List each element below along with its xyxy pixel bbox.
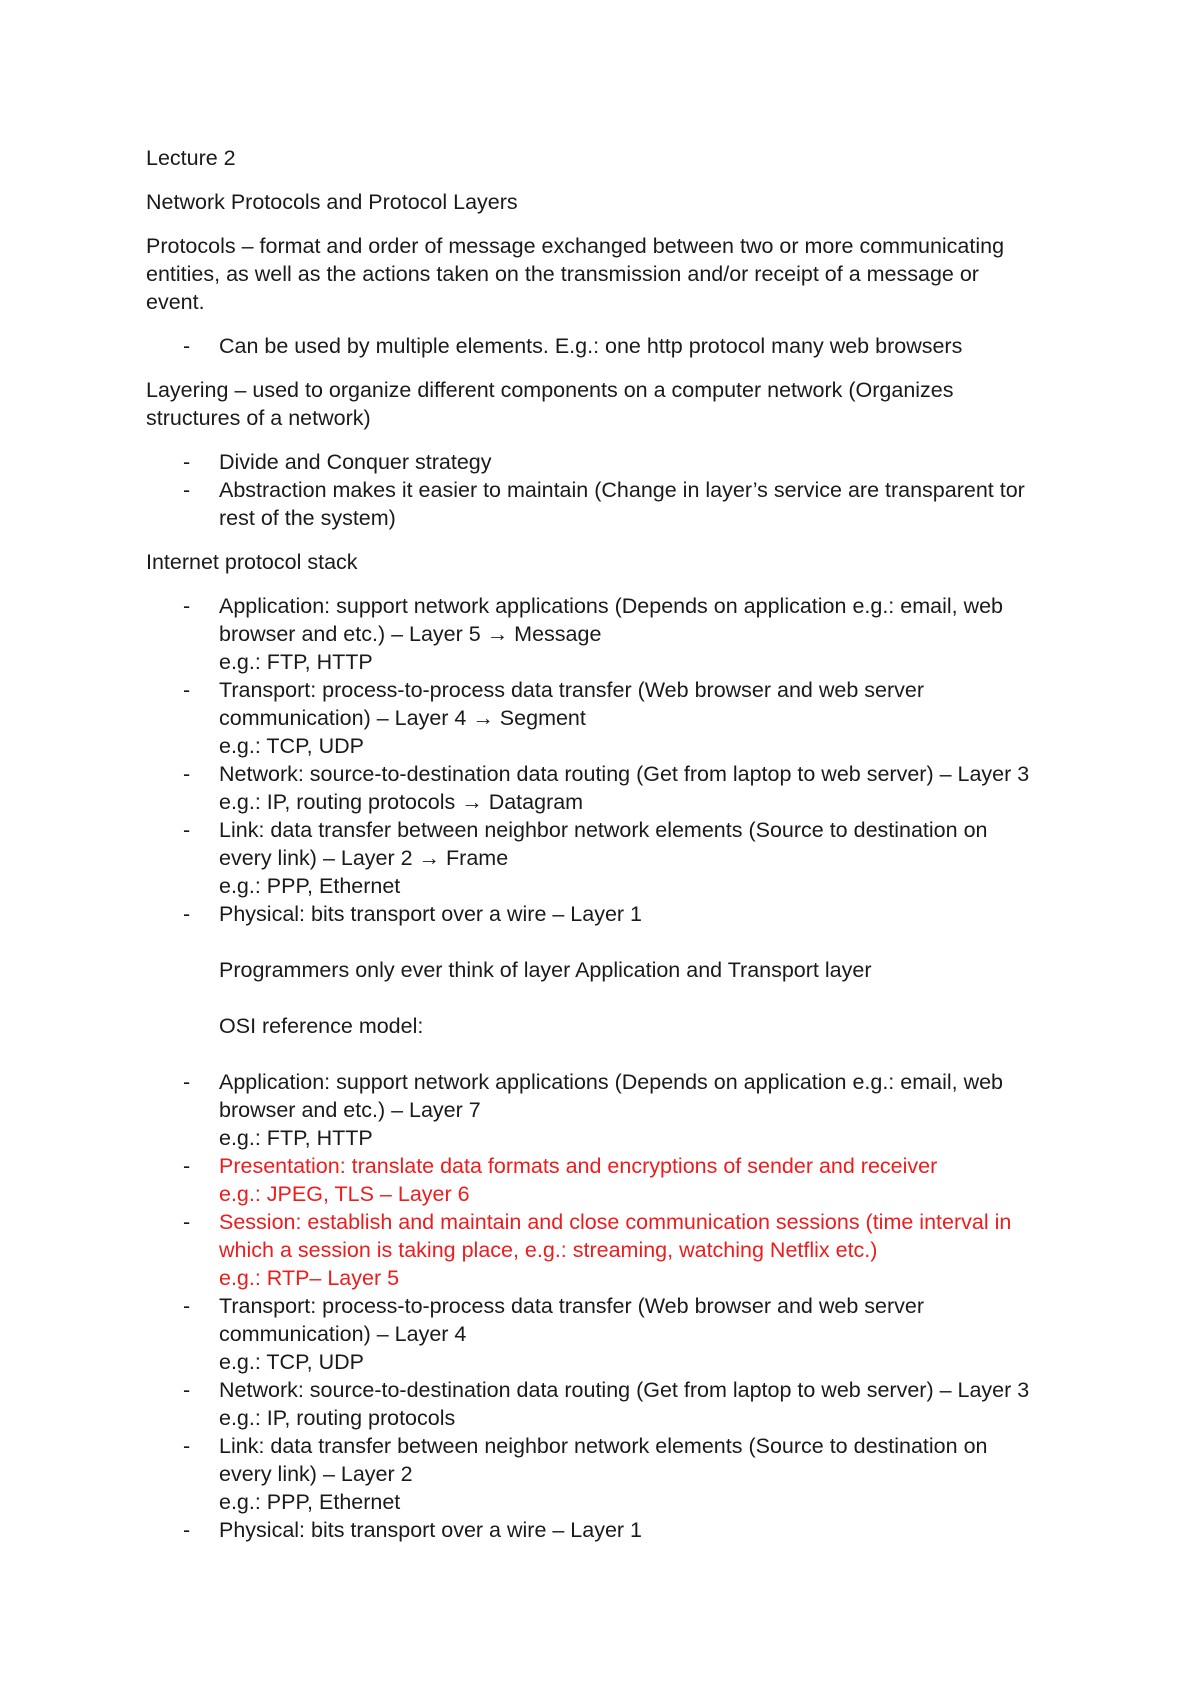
list-item: Divide and Conquer strategy: [219, 450, 492, 474]
list-bullet-dash: -: [183, 1518, 191, 1542]
list-item: Link: data transfer between neighbor network elements (Source to destination on: [219, 1434, 988, 1458]
list-item-highlighted: Session: establish and maintain and close communication sessions (time interval in: [219, 1210, 1012, 1234]
list-item-continuation: e.g.: PPP, Ethernet: [219, 874, 401, 898]
list-item: Application: support network applications (Depends on application e.g.: email, web: [219, 594, 1004, 618]
list-bullet-dash: -: [183, 1154, 191, 1178]
list-item: Transport: process-to-process data transfer (Web browser and web server: [219, 678, 925, 702]
paragraph-line: structures of a network): [146, 406, 371, 430]
list-item-continuation-highlighted: e.g.: JPEG, TLS – Layer 6: [219, 1182, 470, 1206]
list-item-continuation: browser and etc.) – Layer 5 → Message: [219, 622, 602, 646]
list-bullet-dash: -: [183, 1210, 191, 1234]
list-item-highlighted: Presentation: translate data formats and encryptions of sender and receiver: [219, 1154, 938, 1178]
note-line: Programmers only ever think of layer Application and Transport layer: [219, 958, 872, 982]
list-item-continuation: communication) – Layer 4: [219, 1322, 467, 1346]
list-bullet-dash: -: [183, 478, 191, 502]
list-item-continuation: e.g.: FTP, HTTP: [219, 1126, 373, 1150]
paragraph-line: Layering – used to organize different components on a computer network (Organizes: [146, 378, 954, 402]
paragraph-line: entities, as well as the actions taken on the transmission and/or receipt of a message or: [146, 262, 979, 286]
list-bullet-dash: -: [183, 1378, 191, 1402]
list-item: Physical: bits transport over a wire – Layer 1: [219, 902, 643, 926]
list-item-continuation: e.g.: TCP, UDP: [219, 734, 364, 758]
list-bullet-dash: -: [183, 334, 191, 358]
list-item-continuation: browser and etc.) – Layer 7: [219, 1098, 481, 1122]
list-item: Physical: bits transport over a wire – Layer 1: [219, 1518, 643, 1542]
doc-subtitle: Network Protocols and Protocol Layers: [146, 190, 518, 214]
list-item: Abstraction makes it easier to maintain (Change in layer’s service are transparent tor: [219, 478, 1025, 502]
list-bullet-dash: -: [183, 1070, 191, 1094]
list-bullet-dash: -: [183, 818, 191, 842]
list-item-continuation: every link) – Layer 2: [219, 1462, 413, 1486]
list-bullet-dash: -: [183, 678, 191, 702]
list-item: Network: source-to-destination data routing (Get from laptop to web server) – Layer 3: [219, 1378, 1030, 1402]
list-item-continuation: e.g.: IP, routing protocols: [219, 1406, 456, 1430]
list-item-continuation: e.g.: FTP, HTTP: [219, 650, 373, 674]
list-item-continuation: rest of the system): [219, 506, 396, 530]
list-item-continuation: e.g.: IP, routing protocols → Datagram: [219, 790, 584, 814]
list-item-continuation: e.g.: PPP, Ethernet: [219, 1490, 401, 1514]
list-item: Can be used by multiple elements. E.g.: one http protocol many web browsers: [219, 334, 963, 358]
list-item: Transport: process-to-process data transfer (Web browser and web server: [219, 1294, 925, 1318]
list-bullet-dash: -: [183, 762, 191, 786]
list-item-continuation: every link) – Layer 2 → Frame: [219, 846, 509, 870]
paragraph-line: Protocols – format and order of message exchanged between two or more communicating: [146, 234, 1005, 258]
list-bullet-dash: -: [183, 902, 191, 926]
list-item-continuation-highlighted: e.g.: RTP– Layer 5: [219, 1266, 400, 1290]
section-heading: Internet protocol stack: [146, 550, 358, 574]
list-bullet-dash: -: [183, 1294, 191, 1318]
list-bullet-dash: -: [183, 1434, 191, 1458]
list-item: Network: source-to-destination data routing (Get from laptop to web server) – Layer 3: [219, 762, 1030, 786]
paragraph-line: event.: [146, 290, 205, 314]
doc-title: Lecture 2: [146, 146, 236, 170]
list-bullet-dash: -: [183, 594, 191, 618]
list-item: Link: data transfer between neighbor network elements (Source to destination on: [219, 818, 988, 842]
list-item-continuation: e.g.: TCP, UDP: [219, 1350, 364, 1374]
list-item-continuation: communication) – Layer 4 → Segment: [219, 706, 586, 730]
section-heading: OSI reference model:: [219, 1014, 424, 1038]
list-bullet-dash: -: [183, 450, 191, 474]
list-item-continuation-highlighted: which a session is taking place, e.g.: streaming, watching Netflix etc.): [219, 1238, 878, 1262]
list-item: Application: support network applications (Depends on application e.g.: email, web: [219, 1070, 1004, 1094]
